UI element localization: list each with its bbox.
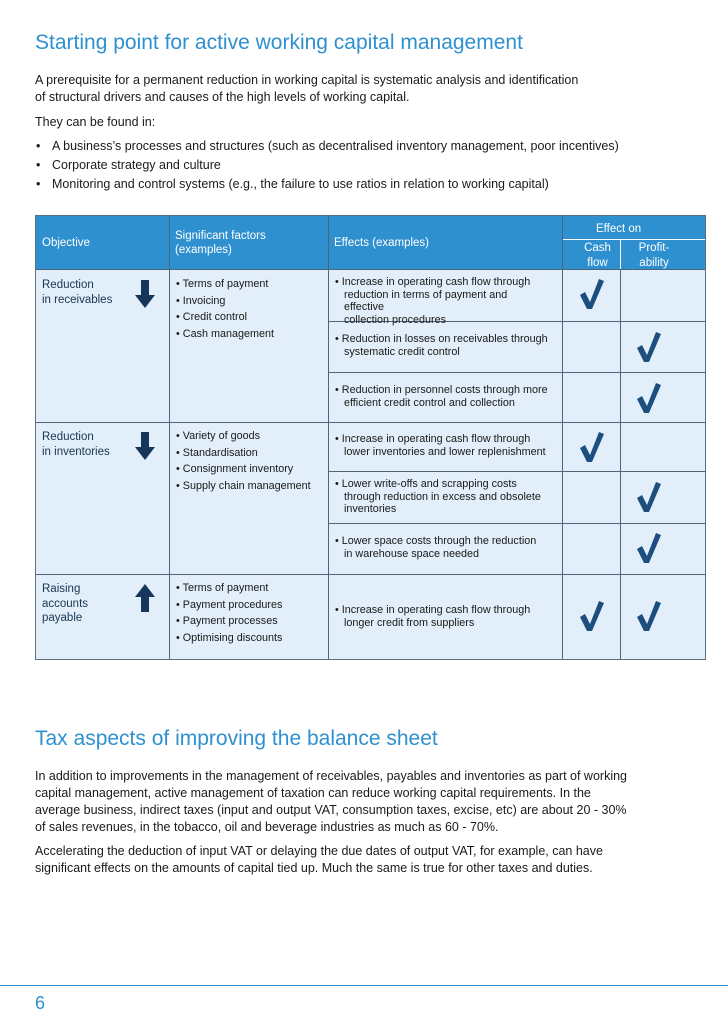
row-divider <box>328 471 705 472</box>
table-header <box>36 216 705 269</box>
paragraph-line: significant effects on the amounts of capital tied up. Much the same is true for other taxes and duties. <box>35 861 593 875</box>
effect-line: inventories <box>344 503 397 515</box>
effect-line: through reduction in excess and obsolete <box>344 490 541 503</box>
factor-item: • Payment procedures <box>176 598 283 611</box>
effect-line: • Increase in operating cash flow through <box>335 276 531 288</box>
objective-line: Reduction <box>42 279 94 291</box>
tax-paragraph-2 <box>35 843 695 877</box>
objective-line: accounts <box>42 597 89 610</box>
working-capital-table <box>35 215 706 660</box>
factor-item: • Payment processes <box>176 615 278 627</box>
factor-item: • Invoicing <box>176 294 226 307</box>
column-divider <box>169 216 170 659</box>
effect-line: systematic credit control <box>344 345 460 358</box>
effect-line: • Reduction in personnel costs through more <box>335 384 548 396</box>
page-number: 6 <box>35 993 46 1013</box>
header-profit: Profit- <box>638 242 670 254</box>
list-item: • A business’s processes and structures (such as decentralised inventory management, poor incentives) <box>35 137 695 156</box>
effect-line: • Increase in operating cash flow through <box>335 433 531 445</box>
factor-item: • Credit control <box>176 311 247 323</box>
header-objective: Objective <box>42 237 90 249</box>
effect-line: • Reduction in losses on receivables through <box>335 333 548 345</box>
objective-receivables <box>42 278 112 307</box>
checkmark-icon <box>636 331 662 363</box>
header-cash: Cash <box>584 242 611 254</box>
header-effect-on: Effect on <box>596 223 642 235</box>
found-in-text: They can be found in: <box>35 115 156 129</box>
objective-line: payable <box>42 612 83 624</box>
checkmark-icon <box>636 532 662 564</box>
intro-paragraph <box>35 72 695 106</box>
paragraph-line: Accelerating the deduction of input VAT or delaying the due dates of output VAT, for example, can have <box>35 844 603 858</box>
objective-line: Raising <box>42 583 81 595</box>
factor-item: • Terms of payment <box>176 582 269 594</box>
intro-line-2: of structural drivers and causes of the high levels of working capital. <box>35 90 410 104</box>
list-item: • Monitoring and control systems (e.g., the failure to use ratios in relation to working capital) <box>35 175 695 194</box>
effect-item <box>335 535 550 560</box>
column-divider <box>620 269 621 659</box>
objective-line: in inventories <box>42 445 110 458</box>
effect-line: • Lower space costs through the reduction <box>335 535 537 547</box>
objective-payables <box>42 582 88 626</box>
section-title-working-capital: Starting point for active working capital management <box>35 31 523 54</box>
row-divider <box>36 422 705 423</box>
objective-line: in receivables <box>42 293 113 306</box>
effect-item <box>335 276 550 326</box>
row-divider <box>36 574 705 575</box>
column-divider <box>562 216 563 659</box>
section-title-tax-aspects: Tax aspects of improving the balance sheet <box>35 727 438 750</box>
effect-line: efficient credit control and collection <box>344 396 515 409</box>
drivers-list <box>35 137 695 194</box>
factors-receivables <box>176 276 274 342</box>
effect-line: in warehouse space needed <box>344 547 480 560</box>
arrow-down-icon <box>135 280 155 308</box>
header-flow: flow <box>587 257 608 269</box>
row-divider <box>328 523 705 524</box>
list-item: • Corporate strategy and culture <box>35 156 695 175</box>
header-factors-line1: Significant factors <box>175 230 266 242</box>
factor-item: • Cash management <box>176 327 275 340</box>
footer-rule <box>0 985 728 986</box>
factor-item: • Optimising discounts <box>176 631 283 644</box>
column-divider <box>328 216 329 659</box>
header-ability: ability <box>639 257 669 269</box>
effect-item <box>335 604 550 629</box>
checkmark-icon <box>579 600 605 632</box>
effect-line: lower inventories and lower replenishment <box>344 445 546 458</box>
checkmark-icon <box>579 278 605 310</box>
effect-item <box>335 433 550 458</box>
row-divider <box>328 372 705 373</box>
header-effects: Effects (examples) <box>334 237 430 249</box>
effect-item <box>335 333 550 358</box>
checkmark-icon <box>579 431 605 463</box>
header-divider <box>620 239 621 269</box>
paragraph-line: of sales revenues, in the tobacco, oil and beverage industries as much as 60 - 70%. <box>35 820 499 834</box>
factors-inventories <box>176 428 311 494</box>
arrow-up-icon <box>135 584 155 612</box>
objective-line: Reduction <box>42 431 94 443</box>
factor-item: • Consignment inventory <box>176 463 294 475</box>
factors-payables <box>176 580 282 646</box>
effect-item <box>335 478 550 516</box>
effect-line: reduction in terms of payment and effective <box>344 288 508 313</box>
factor-item: • Standardisation <box>176 446 258 459</box>
header-factors-line2: (examples) <box>175 244 232 256</box>
effect-line: • Lower write-offs and scrapping costs <box>335 478 517 490</box>
paragraph-line: In addition to improvements in the management of receivables, payables and inventories as part of working <box>35 769 627 783</box>
checkmark-icon <box>636 382 662 414</box>
checkmark-icon <box>636 600 662 632</box>
effect-line: • Increase in operating cash flow through <box>335 604 531 616</box>
objective-inventories <box>42 430 110 459</box>
factor-item: • Supply chain management <box>176 479 311 492</box>
factor-item: • Terms of payment <box>176 278 269 290</box>
effect-line: collection procedures <box>344 313 447 326</box>
tax-paragraph-1 <box>35 768 695 836</box>
factor-item: • Variety of goods <box>176 430 261 442</box>
effect-line: longer credit from suppliers <box>344 616 475 629</box>
row-divider <box>36 269 705 270</box>
paragraph-line: capital management, active management of taxation can reduce working capital requirements. In the <box>35 786 591 800</box>
checkmark-icon <box>636 481 662 513</box>
paragraph-line: average business, indirect taxes (input and output VAT, consumption taxes, excise, etc) are about 20 - 30% <box>35 803 627 817</box>
header-divider <box>562 239 705 240</box>
effect-item <box>335 384 550 409</box>
arrow-down-icon <box>135 432 155 460</box>
intro-line-1: A prerequisite for a permanent reduction in working capital is systematic analysis and identification <box>35 73 579 87</box>
